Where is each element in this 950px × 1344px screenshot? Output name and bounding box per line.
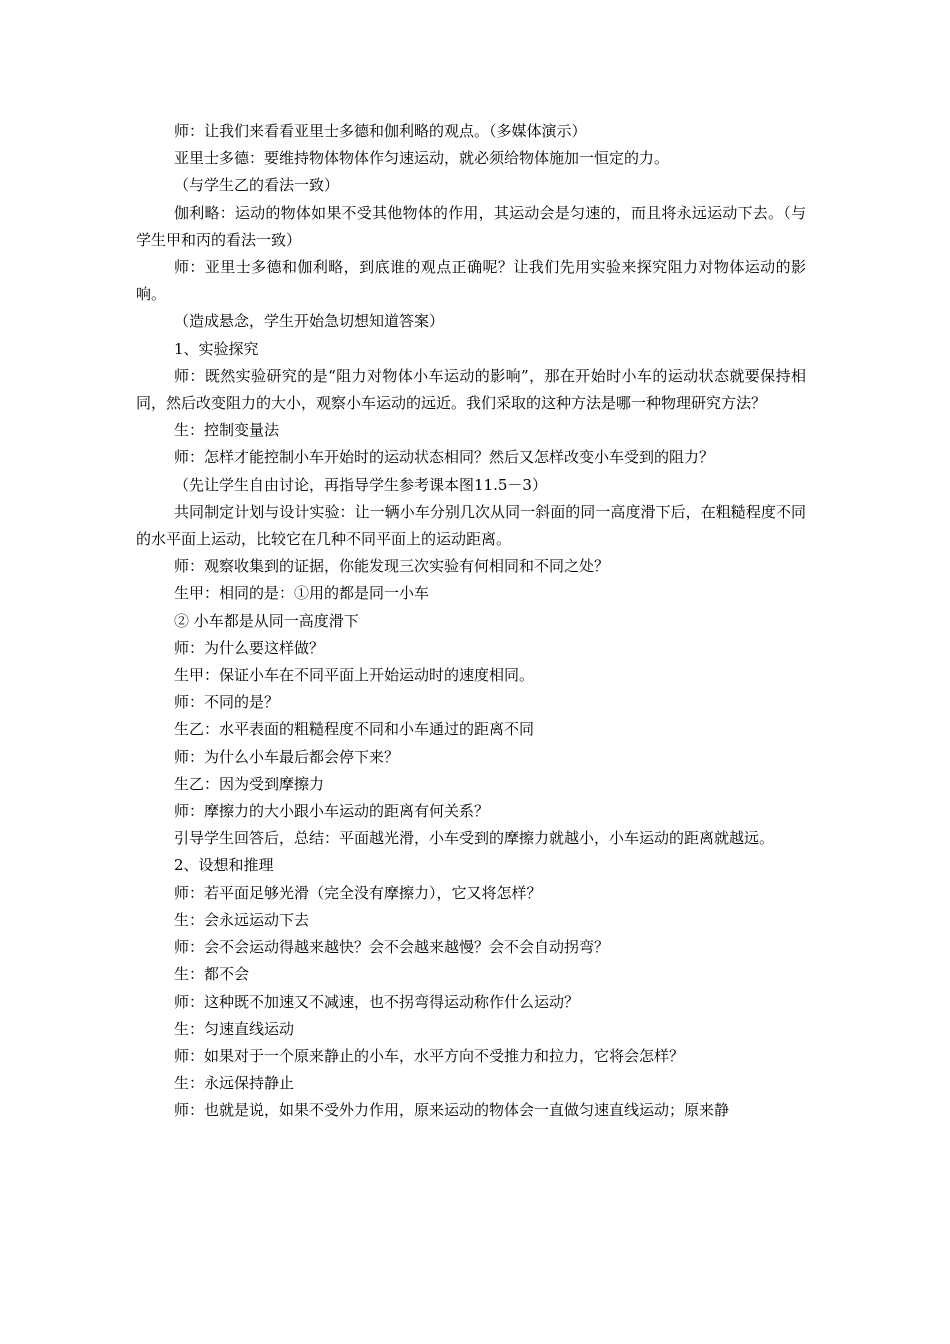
paragraph-student-b-different: 生乙：水平表面的粗糙程度不同和小车通过的距离不同	[174, 720, 535, 739]
paragraph-teacher-different: 师：不同的是？	[174, 693, 280, 712]
paragraph-student-none: 生：都不会	[174, 965, 250, 984]
paragraph-teacher-question: 师：亚里士多德和伽利略，到底谁的观点正确呢？让我们先用实验来探究阻力对物体运动的影响。	[136, 258, 806, 304]
section-heading-reasoning: 2、设想和推理	[174, 856, 274, 875]
paragraph-student-uniform: 生：匀速直线运动	[174, 1019, 295, 1038]
paragraph-student-forever: 生：会永远运动下去	[174, 910, 310, 929]
paragraph-teacher-stop: 师：为什么小车最后都会停下来？	[174, 747, 400, 766]
paragraph-teacher-control: 师：怎样才能控制小车开始时的运动状态相同？然后又怎样改变小车受到的阻力？	[174, 448, 715, 467]
paragraph-teacher-faster: 师：会不会运动得越来越快？会不会越来越慢？会不会自动拐弯？	[174, 938, 610, 957]
paragraph-aside-student-b: （与学生乙的看法一致）	[174, 176, 340, 195]
paragraph-teacher-evidence: 师：观察收集到的证据，你能发现三次实验有何相同和不同之处？	[174, 557, 610, 576]
paragraph-teacher-why: 师：为什么要这样做？	[174, 638, 325, 657]
paragraph-teacher-method: 师：既然实验研究的是“阻力对物体小车运动的影响”，那在开始时小车的运动状态就要保持相同，然后改变阻力的大小，观察小车运动的远近。我们采取的这种方法是哪一种物理研究方法？	[136, 366, 806, 413]
section-heading-experiment: 1、实验探究	[174, 339, 259, 358]
paragraph-teacher-intro: 师：让我们来看看亚里士多德和伽利略的观点。（多媒体演示）	[174, 122, 587, 140]
paragraph-plan-design: 共同制定计划与设计实验：让一辆小车分别几次从同一斜面的同一高度滑下后，在粗糙程度不同的水平面上运动，比较它在几种不同平面上的运动距离。	[136, 502, 806, 549]
paragraph-student-a-same-2: ② 小车都是从同一高度滑下	[174, 611, 359, 630]
paragraph-summary: 引导学生回答后，总结：平面越光滑，小车受到的摩擦力就越小，小车运动的距离就越远。	[174, 829, 775, 848]
paragraph-student-a-reason: 生甲：保证小车在不同平面上开始运动时的速度相同。	[174, 666, 535, 685]
paragraph-student-rest: 生：永远保持静止	[174, 1074, 295, 1093]
paragraph-aristotle: 亚里士多德：要维持物体物体作匀速运动，就必须给物体施加一恒定的力。	[174, 149, 670, 168]
paragraph-teacher-smooth: 师：若平面足够光滑（完全没有摩擦力），它又将怎样？	[174, 883, 542, 902]
paragraph-teacher-motion-name: 师：这种既不加速又不减速，也不拐弯得运动称作什么运动？	[174, 992, 580, 1011]
paragraph-student-answer: 生：控制变量法	[174, 421, 280, 440]
paragraph-teacher-conclusion: 师：也就是说，如果不受外力作用，原来运动的物体会一直做匀速直线运动；原来静	[174, 1101, 730, 1120]
document-body	[136, 118, 806, 1125]
paragraph-aside-discussion: （先让学生自由讨论，再指导学生参考课本图11.5－3）	[174, 475, 547, 494]
paragraph-teacher-relation: 师：摩擦力的大小跟小车运动的距离有何关系？	[174, 802, 490, 821]
paragraph-student-a-same: 生甲：相同的是：①用的都是同一小车	[174, 584, 430, 603]
paragraph-teacher-static: 师：如果对于一个原来静止的小车，水平方向不受推力和拉力，它将会怎样？	[174, 1046, 685, 1065]
paragraph-student-b-friction: 生乙：因为受到摩擦力	[174, 774, 325, 793]
paragraph-aside-suspense: （造成悬念，学生开始急切想知道答案）	[174, 312, 445, 331]
paragraph-galileo: 伽利略：运动的物体如果不受其他物体的作用，其运动会是匀速的，而且将永远运动下去。（与学生甲和丙的看法一致）	[136, 203, 806, 249]
